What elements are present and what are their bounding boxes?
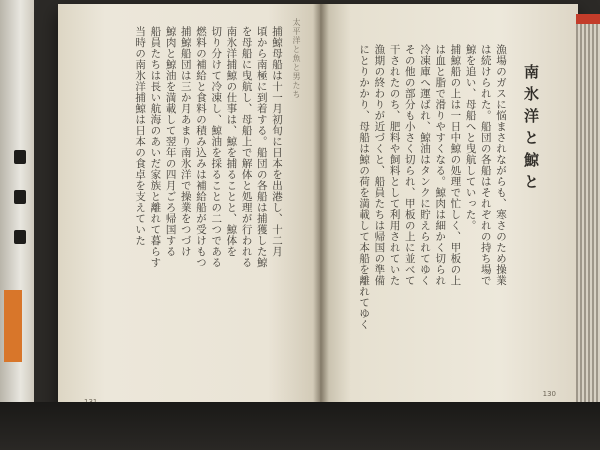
text-line: 鯨肉と鯨油を満載して翌年の四月ごろ帰国する <box>164 26 177 257</box>
spine-mark <box>14 190 26 204</box>
text-line: を母船に曳航し、母船上で解体と処理が行われる <box>240 26 253 268</box>
text-line: は続けられた。船団の各船はそれぞれの持ち場で <box>479 44 492 286</box>
page-number-right: 130 <box>542 390 556 398</box>
spine-mark <box>14 150 26 164</box>
left-page-text <box>84 26 284 386</box>
orange-spine-band <box>4 290 22 362</box>
text-line: 燃料の補給と食料の積み込みは補給船が受けもつ <box>194 26 207 268</box>
text-line: 南氷洋捕鯨の仕事は、鯨を捕ることと、鯨体を <box>225 26 238 257</box>
adjacent-book-cover <box>576 14 600 24</box>
text-line: 船員たちは長い航海のあいだ家族と離れて暮らす <box>149 26 162 268</box>
text-line: 鯨を追い、母船へと曳航していった。 <box>464 44 477 231</box>
left-page <box>58 4 320 424</box>
right-page-text <box>348 44 508 374</box>
adjacent-book-spine <box>0 0 34 420</box>
text-line: 干されたのち、肥料や飼料として利用されていた <box>388 44 401 286</box>
text-line: にとりかかり、母船は鯨の荷を満載して本船を離れてゆく <box>358 44 371 330</box>
text-line: 当時の南氷洋捕鯨は日本の食卓を支えていた <box>134 26 147 246</box>
text-line: 漁場のガスに悩まされながらも、寒さのため操業 <box>495 44 507 286</box>
running-head: 太平洋と魚と男たち <box>292 18 301 99</box>
text-line: は血と脂で滑りやすくなる。鯨肉は細かく切られ <box>434 44 447 286</box>
text-line: 切り分けて冷凍し、鯨油を採ることの二つである <box>210 26 223 268</box>
spine-mark <box>14 230 26 244</box>
text-line: 頃から南極に到着する。船団の各船は捕獲した鯨 <box>255 26 268 268</box>
text-line: 冷凍庫へ運ばれ、鯨油はタンクに貯えられてゆく <box>418 44 431 286</box>
text-line: 捕鯨船団は三か月あまり南氷洋で操業をつづけ <box>179 26 192 257</box>
adjacent-book-edges <box>576 14 600 424</box>
text-line: 捕鯨船の上は一日中鯨の処理で忙しく、甲板の上 <box>449 44 462 286</box>
chapter-title: 南氷洋と鯨と <box>522 64 540 196</box>
text-line: その他の部分も小さく切られ、甲板の上に並べて <box>403 44 416 286</box>
book-gutter <box>313 4 329 424</box>
right-page <box>320 4 578 424</box>
text-line: 漁期の終わりが近づくと、船員たちは帰国の準備 <box>373 44 386 286</box>
table-surface <box>0 402 600 450</box>
text-line: 捕鯨母船は十一月初旬に日本を出港し、十二月 <box>271 26 283 257</box>
open-book <box>58 4 578 424</box>
